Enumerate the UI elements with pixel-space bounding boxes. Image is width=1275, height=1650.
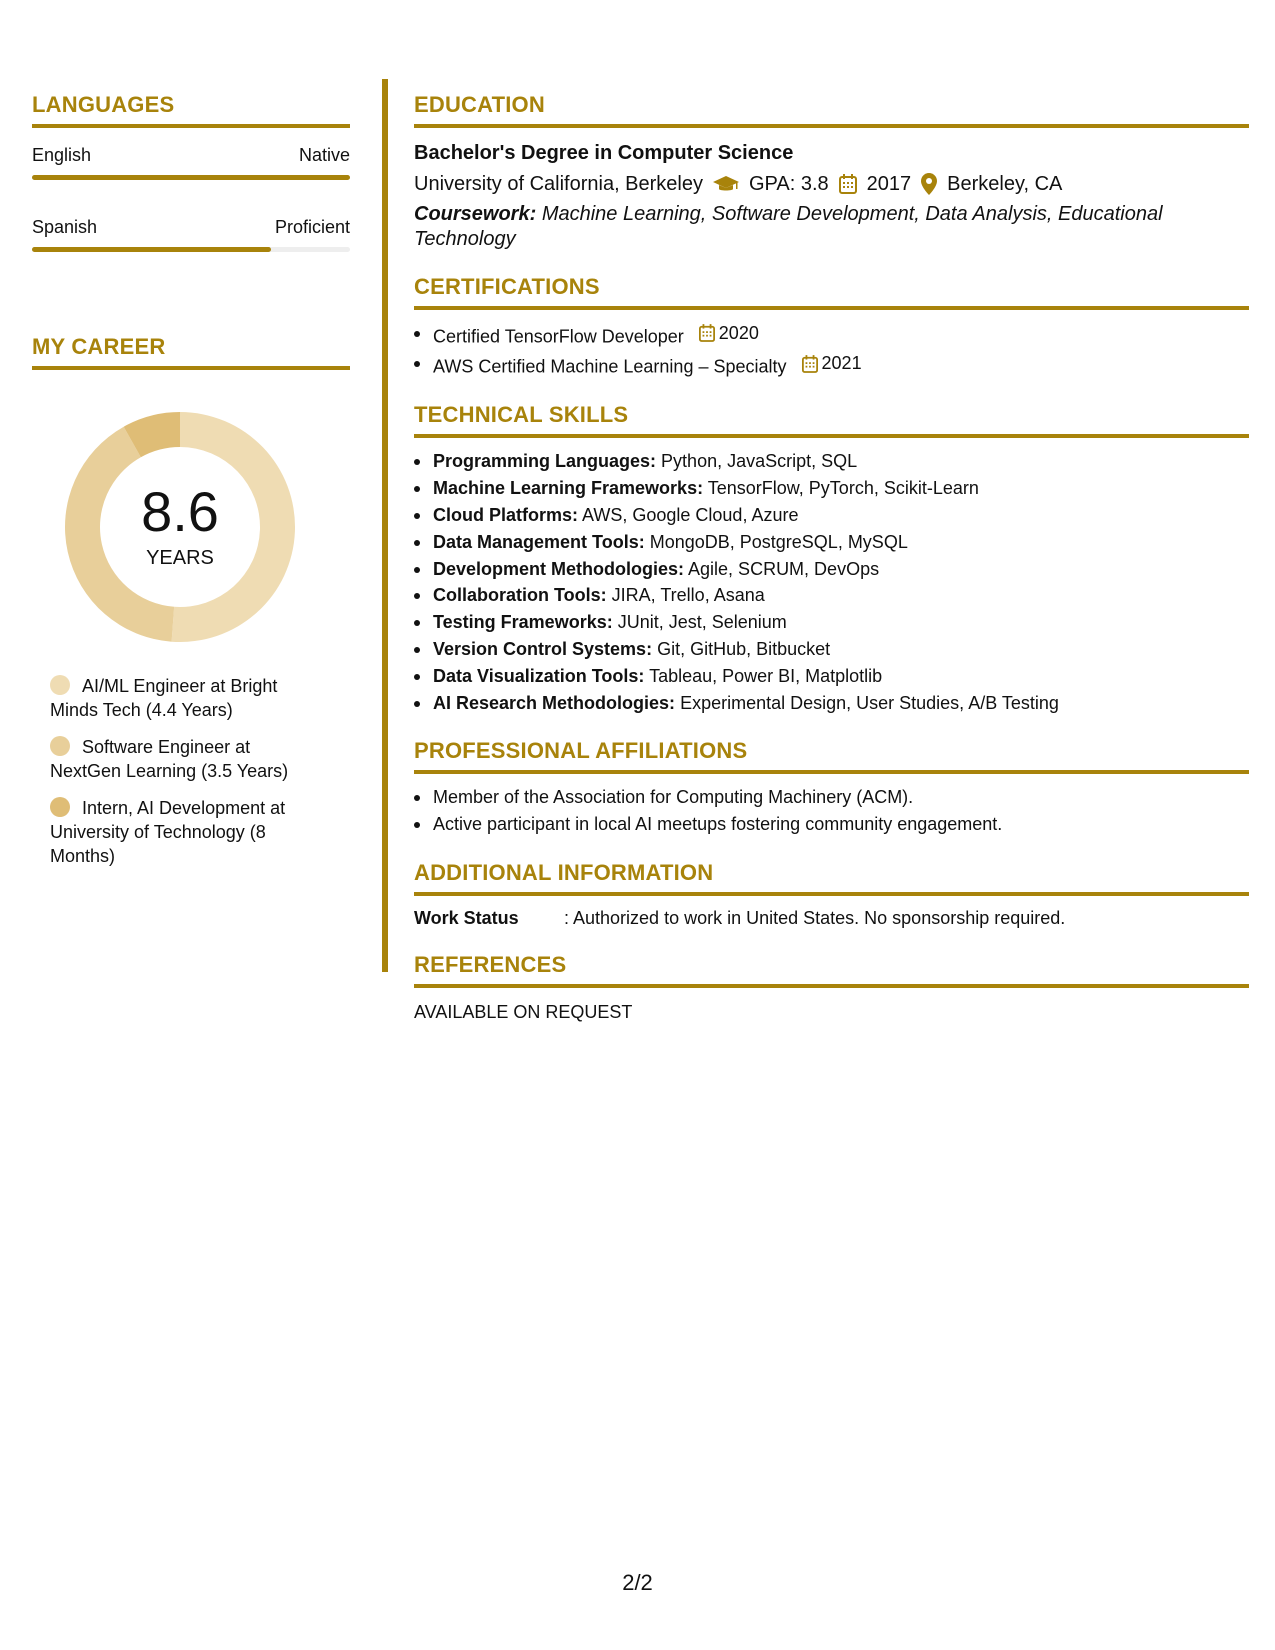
skill-value: Python, JavaScript, SQL bbox=[661, 451, 858, 472]
certification-year: 2021 bbox=[821, 353, 862, 374]
legend-item bbox=[50, 735, 310, 783]
column-divider bbox=[382, 79, 388, 972]
language-name: English bbox=[32, 145, 92, 165]
education-title: EDUCATION bbox=[414, 92, 1249, 128]
career-legend bbox=[50, 674, 310, 868]
education-year: 2017 bbox=[866, 173, 912, 195]
skill-label: Collaboration Tools: bbox=[433, 585, 607, 606]
language-item bbox=[32, 144, 350, 180]
certification-year: 2020 bbox=[718, 323, 759, 343]
language-level: Native bbox=[298, 145, 350, 165]
legend-item bbox=[50, 674, 310, 722]
language-level: Proficient bbox=[274, 217, 350, 237]
skill-value: TensorFlow, PyTorch, Scikit-Learn bbox=[707, 478, 979, 499]
list-item: Member of the Association for Computing Machinery (ACM). bbox=[414, 784, 1249, 811]
career-title: MY CAREER bbox=[32, 334, 350, 370]
skill-value: JUnit, Jest, Selenium bbox=[617, 612, 787, 633]
coursework-text: Machine Learning, Software Development, Data Analysis, Educational Technology bbox=[414, 203, 1163, 250]
skill-value: Experimental Design, User Studies, A/B Testing bbox=[680, 692, 1059, 713]
education-coursework bbox=[414, 202, 1249, 252]
references-title: REFERENCES bbox=[414, 952, 1249, 988]
skills-section bbox=[414, 402, 1249, 716]
language-bar-fill bbox=[32, 175, 350, 180]
certifications-list bbox=[414, 320, 1249, 380]
list-item: Active participant in local AI meetups fostering community engagement. bbox=[414, 811, 1249, 838]
language-bar bbox=[32, 247, 350, 252]
education-degree: Bachelor's Degree in Computer Science bbox=[414, 142, 794, 164]
list-item bbox=[414, 350, 1249, 380]
skill-label: Version Control Systems: bbox=[433, 638, 653, 659]
affiliations-section bbox=[414, 738, 1249, 838]
additional-section bbox=[414, 860, 1249, 930]
calendar-icon bbox=[699, 324, 715, 342]
left-column bbox=[32, 92, 350, 881]
list-item bbox=[414, 448, 1249, 475]
work-status-value: : Authorized to work in United States. No sponsorship required. bbox=[564, 907, 1066, 928]
skill-label: Cloud Platforms: bbox=[433, 504, 579, 525]
certifications-section bbox=[414, 274, 1249, 380]
language-bar-fill bbox=[32, 247, 271, 252]
certification-year-wrap bbox=[802, 350, 862, 377]
skill-value: AWS, Google Cloud, Azure bbox=[582, 504, 799, 525]
education-school: University of California, Berkeley bbox=[414, 173, 703, 195]
skill-label: Development Methodologies: bbox=[433, 558, 685, 579]
language-item bbox=[32, 216, 350, 252]
language-name: Spanish bbox=[32, 217, 98, 237]
certification-name: Certified TensorFlow Developer bbox=[433, 326, 684, 347]
language-bar bbox=[32, 175, 350, 180]
location-pin-icon bbox=[921, 173, 937, 195]
certification-name: AWS Certified Machine Learning – Specialty bbox=[433, 356, 787, 377]
work-status-row bbox=[414, 906, 1249, 930]
list-item bbox=[414, 475, 1249, 502]
skill-value: Tableau, Power BI, Matplotlib bbox=[649, 665, 883, 686]
legend-dot bbox=[50, 797, 70, 817]
additional-title: ADDITIONAL INFORMATION bbox=[414, 860, 1249, 896]
list-item bbox=[414, 502, 1249, 529]
skill-value: MongoDB, PostgreSQL, MySQL bbox=[649, 531, 908, 552]
list-item bbox=[414, 609, 1249, 636]
page-number: 2/2 bbox=[622, 1570, 653, 1595]
certifications-title: CERTIFICATIONS bbox=[414, 274, 1249, 310]
legend-label: Software Engineer at NextGen Learning (3.5 Years) bbox=[50, 737, 289, 781]
skill-label: Machine Learning Frameworks: bbox=[433, 478, 704, 499]
legend-label: AI/ML Engineer at Bright Minds Tech (4.4 Years) bbox=[50, 676, 278, 720]
work-status-key: Work Status bbox=[414, 907, 519, 928]
calendar-icon bbox=[802, 355, 818, 373]
list-item bbox=[414, 529, 1249, 556]
education-gpa: GPA: 3.8 bbox=[749, 173, 829, 195]
legend-label: Intern, AI Development at University of Technology (8 Months) bbox=[50, 798, 286, 866]
career-donut-chart bbox=[65, 412, 295, 642]
career-total-years: 8.6 bbox=[141, 480, 219, 543]
list-item bbox=[414, 556, 1249, 583]
education-location: Berkeley, CA bbox=[947, 173, 1063, 195]
list-item bbox=[414, 690, 1249, 717]
references-text: AVAILABLE ON REQUEST bbox=[414, 1001, 633, 1022]
calendar-icon bbox=[839, 174, 857, 194]
legend-item bbox=[50, 796, 310, 868]
skill-label: AI Research Methodologies: bbox=[433, 692, 676, 713]
education-details bbox=[414, 170, 1249, 198]
list-item bbox=[414, 582, 1249, 609]
affiliations-list bbox=[414, 784, 1249, 838]
coursework-label: Coursework: bbox=[414, 203, 537, 225]
skill-label: Data Management Tools: bbox=[433, 531, 645, 552]
graduation-cap-icon bbox=[713, 174, 739, 194]
education-section bbox=[414, 92, 1249, 252]
list-item bbox=[414, 636, 1249, 663]
skill-label: Testing Frameworks: bbox=[433, 612, 613, 633]
career-total-label: YEARS bbox=[146, 547, 214, 569]
affiliations-title: PROFESSIONAL AFFILIATIONS bbox=[414, 738, 1249, 774]
right-column bbox=[414, 92, 1249, 1024]
skill-label: Programming Languages: bbox=[433, 451, 657, 472]
skills-list bbox=[414, 448, 1249, 716]
legend-dot bbox=[50, 675, 70, 695]
languages-title: LANGUAGES bbox=[32, 92, 350, 128]
skill-label: Data Visualization Tools: bbox=[433, 665, 645, 686]
skill-value: Git, GitHub, Bitbucket bbox=[657, 638, 831, 659]
certification-year-wrap bbox=[699, 320, 759, 347]
skill-value: Agile, SCRUM, DevOps bbox=[688, 558, 880, 579]
skills-title: TECHNICAL SKILLS bbox=[414, 402, 1249, 438]
legend-dot bbox=[50, 736, 70, 756]
skill-value: JIRA, Trello, Asana bbox=[611, 585, 765, 606]
list-item bbox=[414, 320, 1249, 350]
references-section bbox=[414, 952, 1249, 1024]
list-item bbox=[414, 663, 1249, 690]
